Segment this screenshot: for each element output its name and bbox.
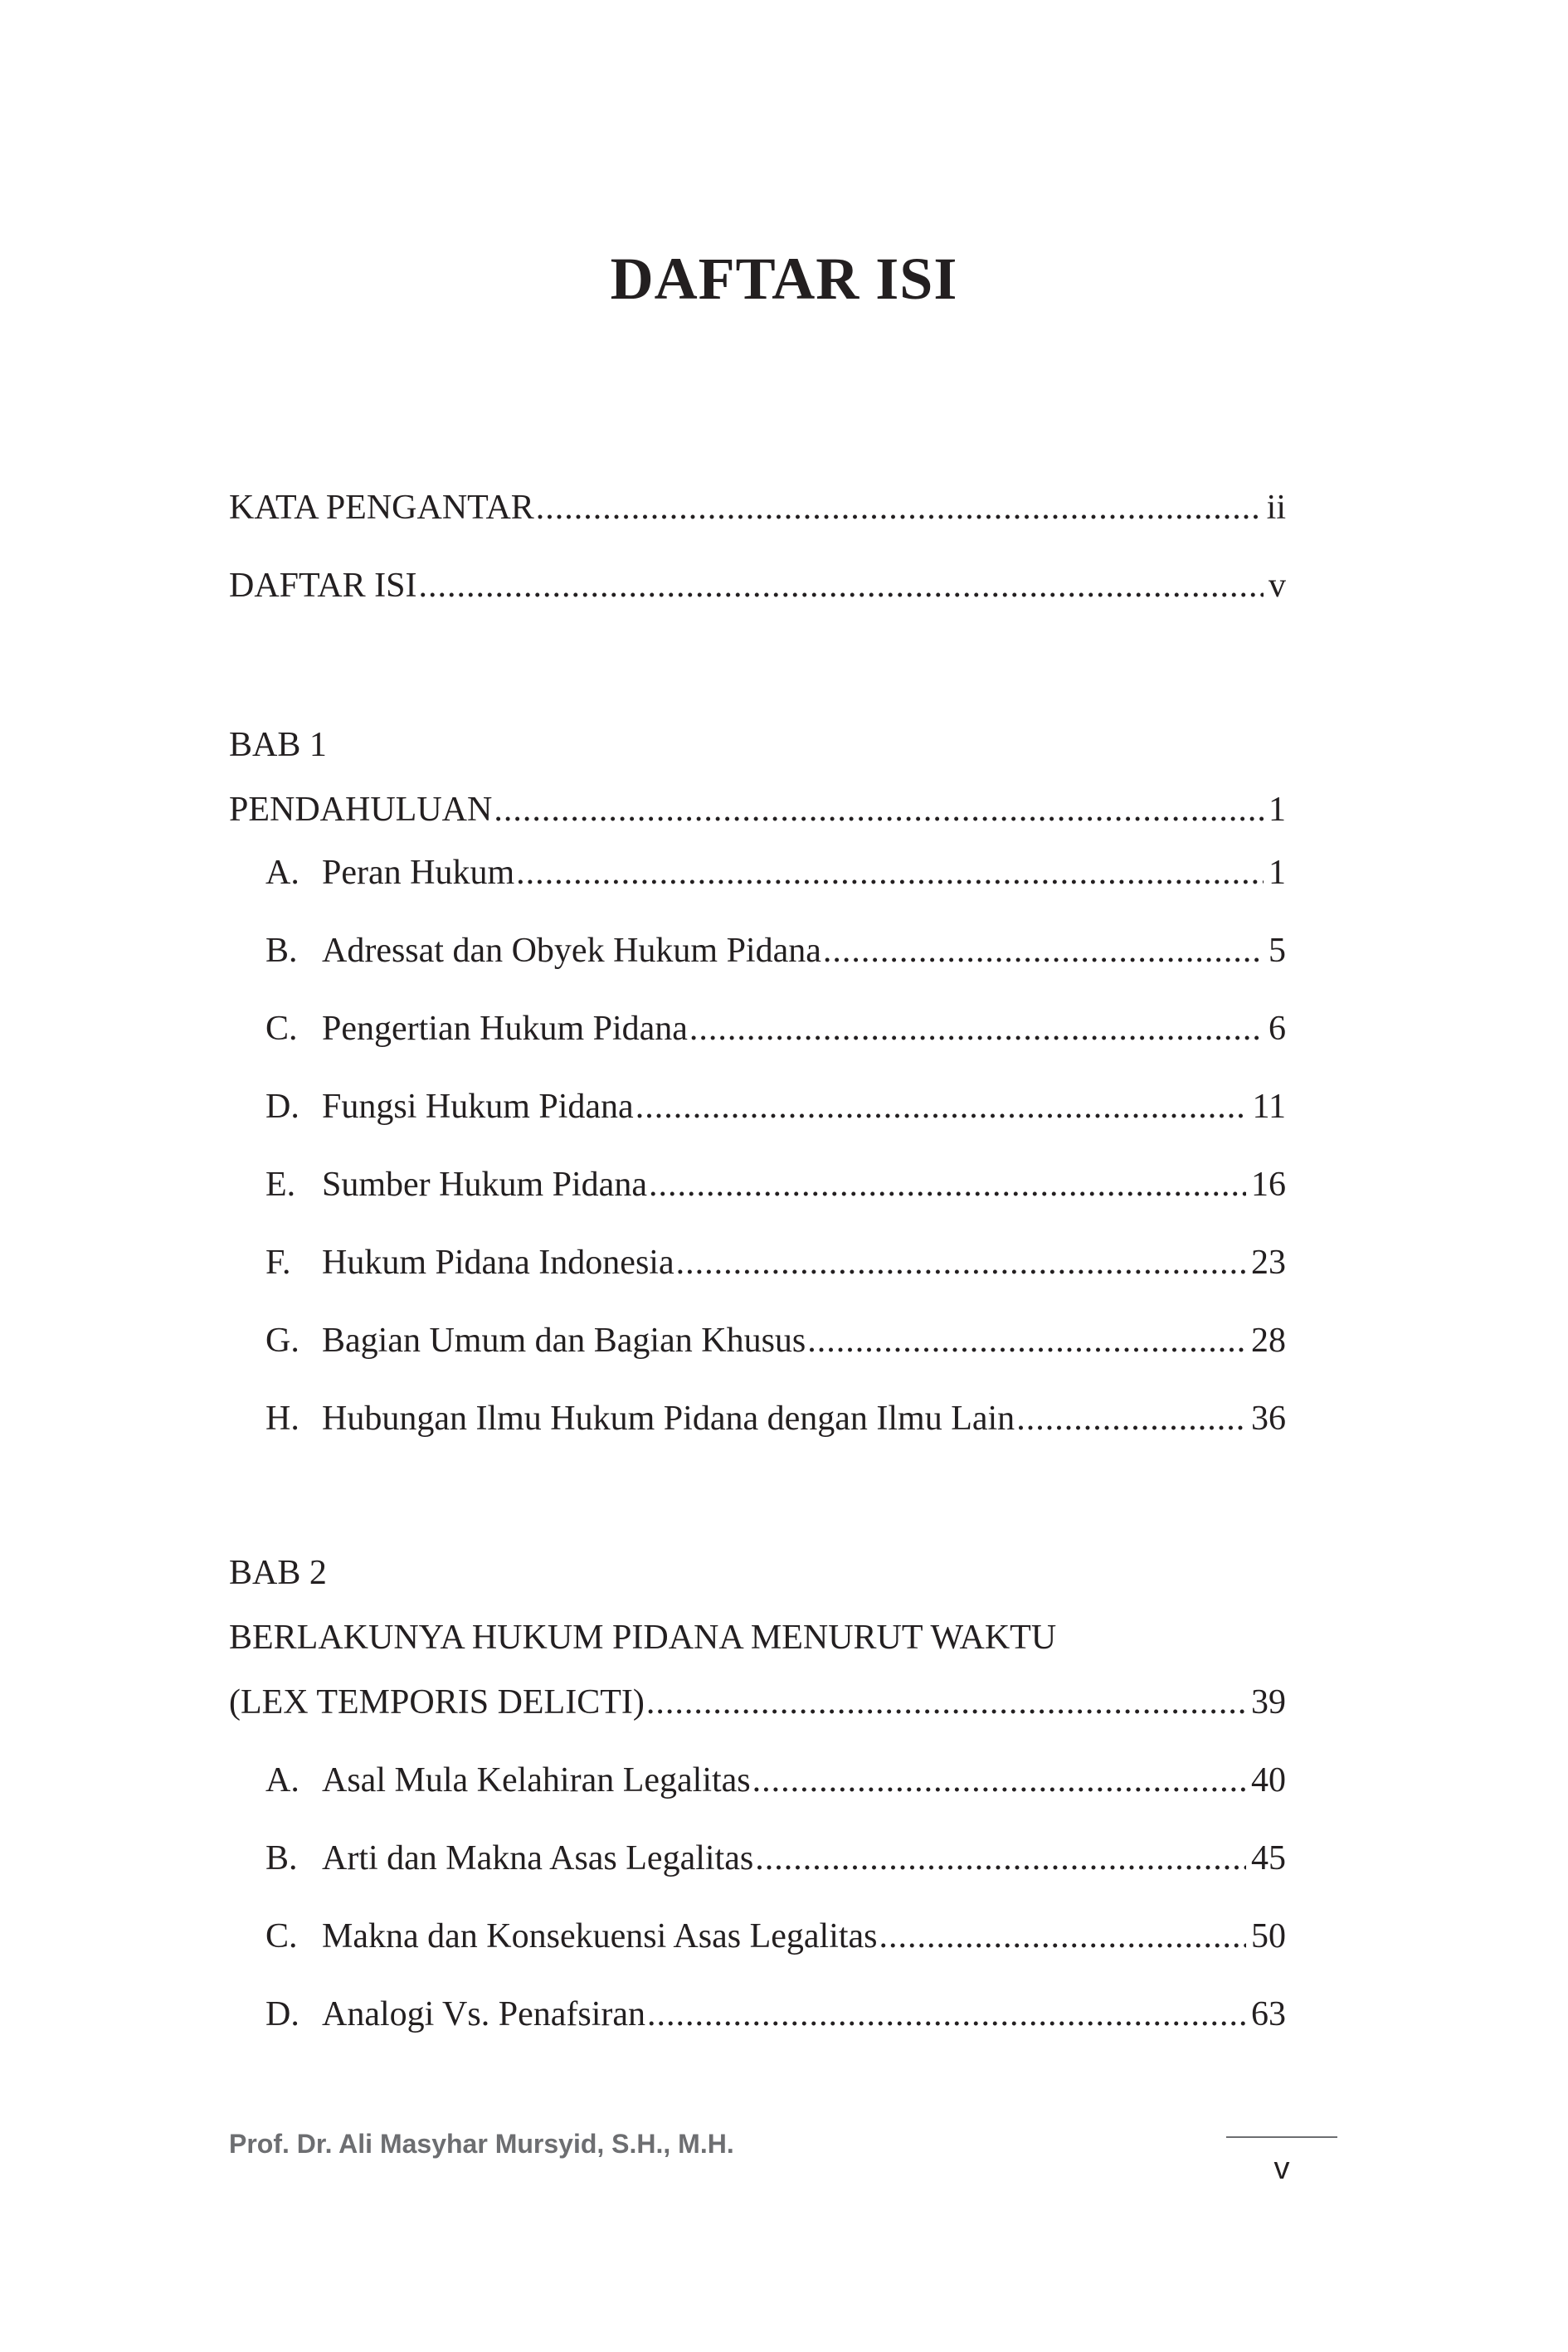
toc-entry-section[interactable]	[265, 1911, 1286, 1961]
chapter-title: BERLAKUNYA HUKUM PIDANA MENURUT WAKTU	[229, 1619, 1057, 1657]
toc-entry-section[interactable]	[265, 1316, 1286, 1366]
section-letter: B.	[265, 932, 298, 970]
toc-entry-section[interactable]	[265, 1833, 1286, 1883]
footer-page-number: v	[1273, 2151, 1290, 2186]
section-title: Adressat dan Obyek Hukum Pidana	[322, 932, 821, 970]
toc-entry-page: 11	[1252, 1088, 1286, 1126]
toc-entry-page: 16	[1251, 1166, 1286, 1204]
section-title: Bagian Umum dan Bagian Khusus	[322, 1322, 806, 1360]
section-title: Asal Mula Kelahiran Legalitas	[322, 1761, 751, 1799]
dot-leader	[536, 483, 1262, 533]
dot-leader	[516, 848, 1264, 898]
section-letter: C.	[265, 1917, 298, 1955]
toc-entry-label: DAFTAR ISI	[229, 567, 417, 605]
dot-leader	[647, 1989, 1246, 2039]
section-title: Hukum Pidana Indonesia	[322, 1244, 674, 1282]
dot-leader	[635, 1082, 1248, 1132]
toc-entry-page: ii	[1266, 489, 1286, 527]
section-letter: A.	[265, 1761, 299, 1799]
toc-entry-section[interactable]	[265, 848, 1286, 898]
toc-entry-section[interactable]	[265, 1004, 1286, 1054]
section-title: Makna dan Konsekuensi Asas Legalitas	[322, 1917, 878, 1955]
toc-entry-page: 5	[1269, 932, 1286, 970]
chapter-title-continued: (LEX TEMPORIS DELICTI)	[229, 1683, 645, 1721]
toc-entry-page: 45	[1251, 1839, 1286, 1877]
section-title: Pengertian Hukum Pidana	[322, 1010, 688, 1048]
dot-leader	[807, 1316, 1246, 1366]
toc-entry-kata-pengantar[interactable]	[229, 483, 1286, 533]
toc-entry-daftar-isi[interactable]	[229, 561, 1286, 611]
toc-entry-page: 23	[1251, 1244, 1286, 1282]
dot-leader	[1016, 1394, 1246, 1444]
toc-entry-page: v	[1269, 567, 1286, 605]
dot-leader	[755, 1833, 1246, 1883]
dot-leader	[649, 1160, 1246, 1210]
toc-entry-page: 39	[1251, 1683, 1286, 1721]
toc-entry-chapter-2[interactable]	[229, 1678, 1286, 1727]
section-title: Sumber Hukum Pidana	[322, 1166, 647, 1204]
toc-entry-page: 6	[1269, 1010, 1286, 1048]
toc-entry-section[interactable]	[265, 1755, 1286, 1805]
toc-entry-page: 36	[1251, 1400, 1286, 1438]
section-title: Fungsi Hukum Pidana	[322, 1088, 634, 1126]
section-letter: E.	[265, 1166, 296, 1204]
toc-entry-chapter-1[interactable]	[229, 785, 1286, 835]
dot-leader	[494, 785, 1264, 835]
toc-entry-section[interactable]	[265, 1160, 1286, 1210]
section-letter: H.	[265, 1400, 299, 1438]
dot-leader	[752, 1755, 1246, 1805]
dot-leader	[689, 1004, 1264, 1054]
chapter-title: PENDAHULUAN	[229, 791, 493, 829]
chapter-label: BAB 1	[229, 726, 327, 764]
toc-entry-page: 1	[1269, 854, 1286, 892]
footer-author: Prof. Dr. Ali Masyhar Mursyid, S.H., M.H.	[229, 2129, 734, 2159]
toc-entry-page: 40	[1251, 1761, 1286, 1799]
page-title: DAFTAR ISI	[610, 246, 958, 312]
section-letter: D.	[265, 1995, 299, 2033]
toc-entry-section[interactable]	[265, 1082, 1286, 1132]
dot-leader	[646, 1678, 1246, 1727]
toc-entry-page: 1	[1269, 791, 1286, 829]
toc-entry-section[interactable]	[265, 926, 1286, 976]
toc-entry-section[interactable]	[265, 1989, 1286, 2039]
section-letter: A.	[265, 854, 299, 892]
footer-divider	[1226, 2136, 1337, 2138]
section-letter: G.	[265, 1322, 299, 1360]
section-letter: B.	[265, 1839, 298, 1877]
toc-entry-section[interactable]	[265, 1394, 1286, 1444]
toc-entry-label: KATA PENGANTAR	[229, 489, 534, 527]
dot-leader	[879, 1911, 1246, 1961]
toc-entry-page: 28	[1251, 1322, 1286, 1360]
dot-leader	[823, 926, 1264, 976]
chapter-label: BAB 2	[229, 1554, 327, 1592]
section-title: Hubungan Ilmu Hukum Pidana dengan Ilmu Lain	[322, 1400, 1015, 1438]
section-letter: F.	[265, 1244, 291, 1282]
dot-leader	[419, 561, 1264, 611]
toc-entry-page: 63	[1251, 1995, 1286, 2033]
section-title: Analogi Vs. Penafsiran	[322, 1995, 645, 2033]
section-letter: C.	[265, 1010, 298, 1048]
section-letter: D.	[265, 1088, 299, 1126]
toc-entry-page: 50	[1251, 1917, 1286, 1955]
section-title: Arti dan Makna Asas Legalitas	[322, 1839, 754, 1877]
dot-leader	[676, 1238, 1246, 1288]
section-title: Peran Hukum	[322, 854, 515, 892]
toc-entry-section[interactable]	[265, 1238, 1286, 1288]
